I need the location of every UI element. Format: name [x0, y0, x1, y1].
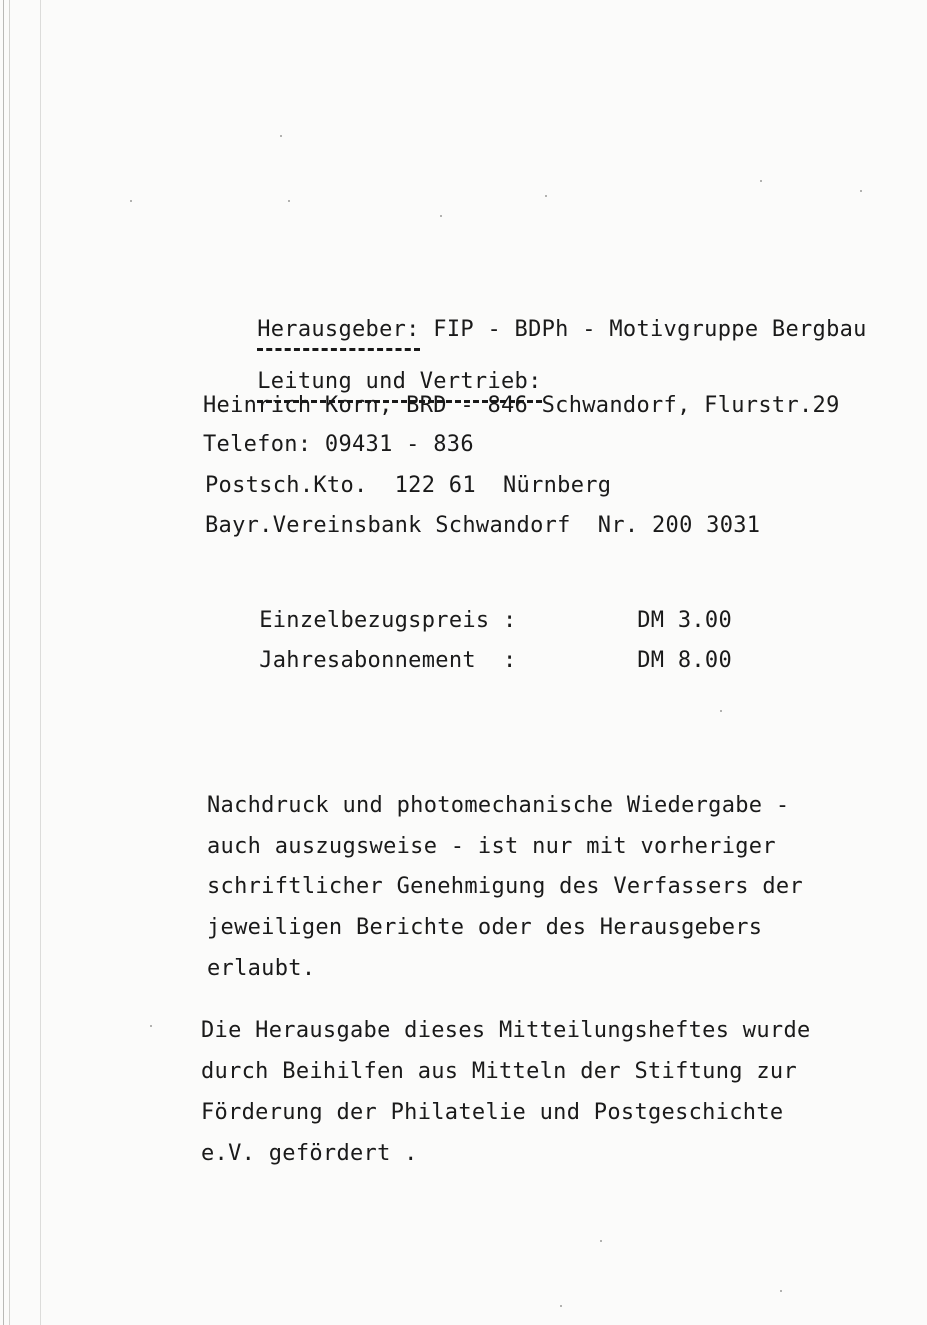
- price-value: DM 3.00: [637, 608, 733, 633]
- scan-speck: [440, 215, 442, 217]
- funding-line: e.V. gefördert .: [201, 1141, 418, 1166]
- scan-speck: [130, 200, 132, 202]
- scan-speck: [780, 1290, 782, 1292]
- funding-line: Förderung der Philatelie und Postgeschichte: [201, 1100, 784, 1125]
- management-label: Leitung und Vertrieb:: [257, 369, 542, 394]
- publisher-value: FIP - BDPh - Motivgruppe Bergbau: [433, 317, 867, 342]
- left-binding-line: [40, 0, 41, 1325]
- left-page-edge-inner: [9, 0, 10, 1325]
- scan-speck: [288, 200, 290, 202]
- publisher-label: Herausgeber:: [257, 317, 420, 342]
- copyright-line: erlaubt.: [207, 956, 316, 981]
- scan-speck: [560, 1305, 562, 1307]
- scan-speck: [760, 180, 762, 182]
- scan-speck: [600, 1240, 602, 1242]
- scan-speck: [150, 1025, 152, 1027]
- left-page-edge: [3, 0, 4, 1325]
- copyright-line: jeweiligen Berichte oder des Herausgebers: [207, 915, 763, 940]
- postal-account-line: Postsch.Kto. 122 61 Nürnberg: [205, 473, 612, 498]
- price-label: Jahresabonnement :: [259, 648, 517, 673]
- copyright-line: Nachdruck und photomechanische Wiedergabe -: [207, 793, 790, 818]
- copyright-line: auch auszugsweise - ist nur mit vorheriger: [207, 834, 776, 859]
- funding-line: Die Herausgabe dieses Mitteilungsheftes wurde: [201, 1018, 811, 1043]
- price-value: DM 8.00: [637, 648, 733, 673]
- scan-speck: [545, 195, 547, 197]
- scan-speck: [280, 135, 282, 137]
- price-row-annual: [205, 619, 732, 703]
- address-line: Heinrich Korn, BRD - 846 Schwandorf, Flurstr.29: [203, 393, 840, 418]
- scan-speck: [860, 190, 862, 192]
- funding-line: durch Beihilfen aus Mitteln der Stiftung zur: [201, 1059, 797, 1084]
- bank-line: Bayr.Vereinsbank Schwandorf Nr. 200 3031: [205, 513, 761, 538]
- scan-speck: [720, 710, 722, 712]
- price-label: Einzelbezugspreis :: [259, 608, 517, 633]
- copyright-line: schriftlicher Genehmigung des Verfassers der: [207, 874, 803, 899]
- phone-line: Telefon: 09431 - 836: [203, 432, 474, 457]
